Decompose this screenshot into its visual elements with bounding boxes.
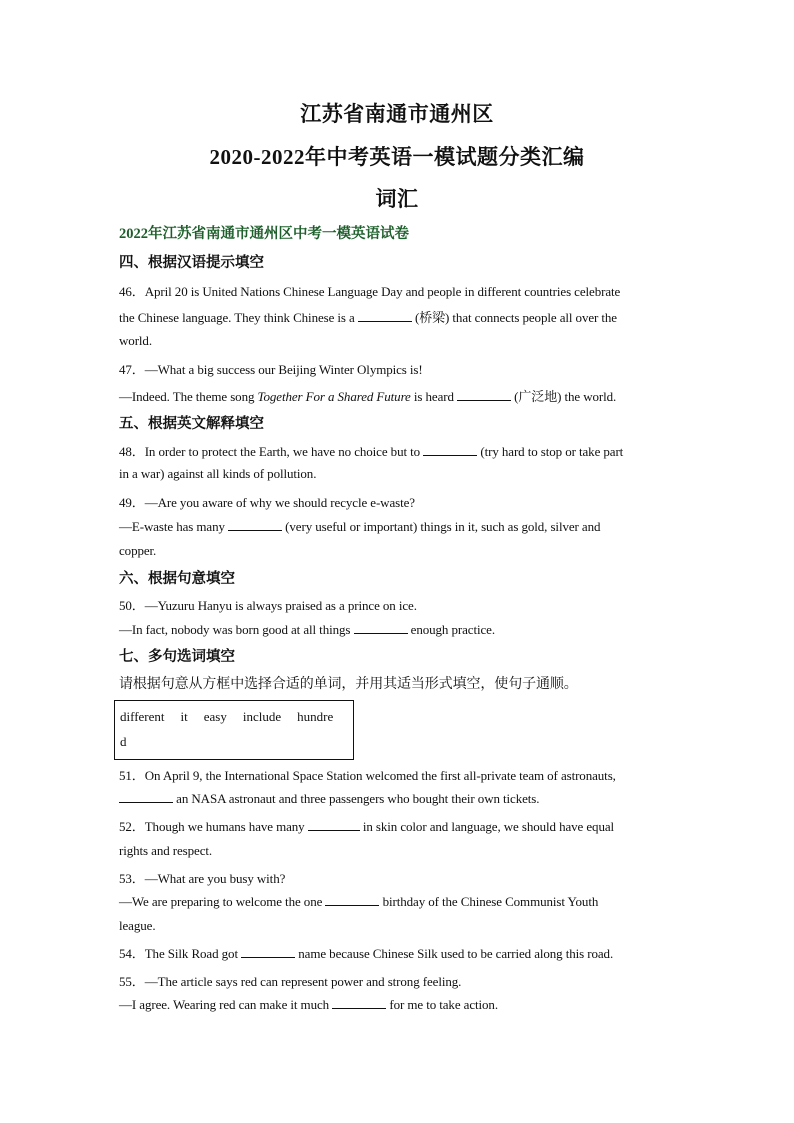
doc-title-main: 2020-2022年中考英语一模试题分类汇编: [209, 145, 585, 169]
q52-line1: 52．Though we humans have many in skin color and language, we should have equal: [119, 819, 615, 834]
answer-blank: [241, 946, 295, 958]
q48-line2: in a war) against all kinds of pollution.: [119, 466, 317, 481]
song-title: Together For a Shared Future: [257, 389, 411, 404]
q49-line1: 49．—Are you aware of why we should recycle e-waste?: [119, 495, 415, 510]
answer-blank: [228, 519, 282, 531]
answer-blank: [354, 622, 408, 634]
answer-blank: [119, 791, 173, 803]
q51-line2: an NASA astronaut and three passengers who bought their own tickets.: [119, 791, 539, 807]
q49-line3: copper.: [119, 543, 157, 558]
q53-line2: —We are preparing to welcome the one birthday of the Chinese Communist Youth: [119, 894, 599, 909]
q52-line2: rights and respect.: [119, 843, 213, 858]
q49-line2: —E-waste has many (very useful or important) things in it, such as gold, silver and: [119, 519, 601, 534]
doc-title-topic: 词汇: [375, 187, 419, 211]
q53-line3: league.: [119, 918, 156, 933]
q53-line1: 53．—What are you busy with?: [119, 871, 286, 886]
word-option: it: [180, 709, 188, 724]
q55-line2: —I agree. Wearing red can make it much for me to take action.: [119, 997, 498, 1012]
q55-line1: 55．—The article says red can represent power and strong feeling.: [119, 974, 462, 989]
word-option: hundre: [297, 709, 334, 724]
q48-line1: 48．In order to protect the Earth, we have no choice but to (try hard to stop or take part: [119, 444, 624, 459]
word-option: easy: [203, 709, 227, 724]
answer-blank: [308, 819, 360, 831]
answer-blank: [457, 389, 511, 401]
section-heading-7: 七、多句选词填空: [119, 649, 235, 665]
q46-line3: world.: [119, 333, 152, 348]
q46-line1: 46．April 20 is United Nations Chinese Language Day and people in different countries celebrate: [119, 284, 621, 299]
instruction-text: 请根据句意从方框中选择合适的单词，并用其适当形式填空，使句子通顺。: [119, 677, 578, 692]
doc-title-region: 江苏省南通市通州区: [300, 102, 494, 126]
q51-line1: 51．On April 9, the International Space Station welcomed the first all-private team of astronauts,: [119, 768, 616, 783]
answer-blank: [325, 894, 379, 906]
q50-line1: 50．—Yuzuru Hanyu is always praised as a prince on ice.: [119, 598, 417, 613]
word-bank-wrap: d: [120, 734, 127, 749]
exam-title: 2022年江苏省南通市通州区中考一模英语试卷: [119, 226, 409, 242]
q47-line1: 47．—What a big success our Beijing Winter Olympics is!: [119, 362, 423, 377]
answer-blank: [358, 310, 412, 322]
section-heading-5: 五、根据英文解释填空: [119, 416, 264, 432]
q47-line2: —Indeed. The theme song Together For a Shared Future is heard (广泛地) the world.: [119, 389, 617, 404]
q50-line2: —In fact, nobody was born good at all things enough practice.: [119, 622, 495, 637]
answer-blank: [423, 444, 477, 456]
word-bank-box: [114, 700, 354, 760]
word-option: include: [242, 709, 282, 724]
q46-line2: the Chinese language. They think Chinese is a (桥梁) that connects people all over the: [119, 310, 617, 325]
section-heading-6: 六、根据句意填空: [119, 571, 235, 587]
answer-blank: [332, 997, 386, 1009]
word-option: different: [120, 709, 165, 724]
word-bank-row: [120, 709, 333, 725]
q54-line1: 54．The Silk Road got name because Chinese Silk used to be carried along this road.: [119, 946, 614, 961]
section-heading-4: 四、根据汉语提示填空: [119, 255, 264, 271]
